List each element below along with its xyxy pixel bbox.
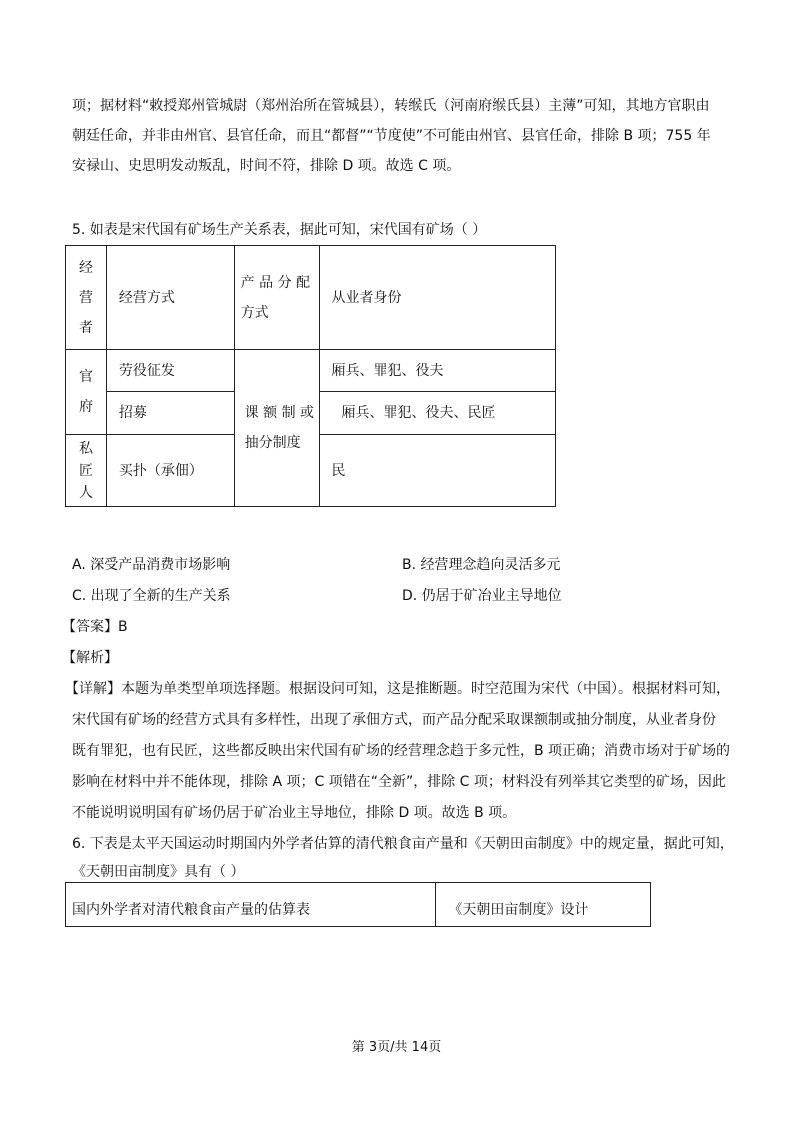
option-d: D. 仍居于矿冶业主导地位	[402, 588, 562, 604]
table-cell: 国内外学者对清代粮食亩产量的估算表	[66, 883, 436, 927]
table-cell: 民	[319, 435, 556, 507]
table-cell: 招募	[106, 392, 234, 435]
question-5-stem: 5. 如表是宋代国有矿场生产关系表，据此可知，宋代国有矿场（ ）	[72, 222, 487, 238]
detail-line: 影响在材料中并不能体现，排除 A 项；C 项错在“全新”，排除 C 项；材料没有列举其它类型的矿场，因此	[72, 774, 726, 790]
header-distribution: 产 品 分 配 方式	[234, 246, 319, 350]
table-row	[66, 246, 556, 350]
option-c: C. 出现了全新的生产关系	[72, 588, 231, 604]
table-cell: 厢兵、罪犯、役夫、民匠	[319, 392, 556, 435]
question-6-stem: 6. 下表是太平天国运动时期国内外学者估算的清代粮食亩产量和《天朝田亩制度》中的规定量，据此可知，	[72, 836, 734, 852]
detail-line: 宋代国有矿场的经营方式具有多样性，出现了承佃方式，而产品分配采取课额制或抽分制度，从业者身份	[72, 712, 716, 728]
table-cell: 厢兵、罪犯、役夫	[319, 350, 556, 392]
analysis-label: 【解析】	[62, 650, 118, 666]
option-b: B. 经营理念趋向灵活多元	[402, 557, 561, 573]
detail-line: 既有罪犯，也有民匠，这些都反映出宋代国有矿场的经营理念趋于多元性，B 项正确；消费市场对于矿场的	[72, 743, 731, 759]
gov-cell: 官 府	[66, 350, 107, 435]
prev-analysis-line: 朝廷任命，并非由州官、县官任命，而且“都督”“节度使”不可能由州官、县官任命，排除 B 项；755 年	[72, 128, 711, 144]
header-identity: 从业者身份	[319, 246, 556, 350]
header-mode: 经营方式	[106, 246, 234, 350]
table-cell: 《天朝田亩制度》设计	[436, 883, 651, 927]
header-operator: 经 营 者	[66, 246, 107, 350]
private-cell: 私 匠 人	[66, 435, 107, 507]
page-footer: 第 3页/共 14页	[351, 1040, 442, 1055]
table-cell: 买扑（承佃）	[106, 435, 234, 507]
prev-analysis-line: 项；据材料“敕授郑州管城尉（郑州治所在管城县），转缑氏（河南府缑氏县）主薄”可知，其地方官职由	[72, 98, 710, 114]
table-row	[66, 883, 651, 927]
question-5-table	[65, 245, 556, 507]
question-6-table	[65, 882, 651, 927]
table-cell: 劳役征发	[106, 350, 234, 392]
question-6-stem: 《天朝田亩制度》具有（ ）	[72, 864, 245, 880]
table-row	[66, 350, 556, 392]
detail-line: 不能说明说明国有矿场仍居于矿冶业主导地位，排除 D 项。故选 B 项。	[72, 805, 517, 821]
prev-analysis-line: 安禄山、史思明发动叛乱，时间不符，排除 D 项。故选 C 项。	[72, 158, 461, 174]
option-a: A. 深受产品消费市场影响	[72, 557, 231, 573]
answer-label: 【答案】B	[62, 619, 128, 635]
detail-line: 【详解】本题为单类型单项选择题。根据设问可知，这是推断题。时空范围为宋代（中国）。根据材料可知，	[65, 681, 730, 697]
distribution-merged: 课 额 制 或 抽分制度	[234, 350, 319, 507]
